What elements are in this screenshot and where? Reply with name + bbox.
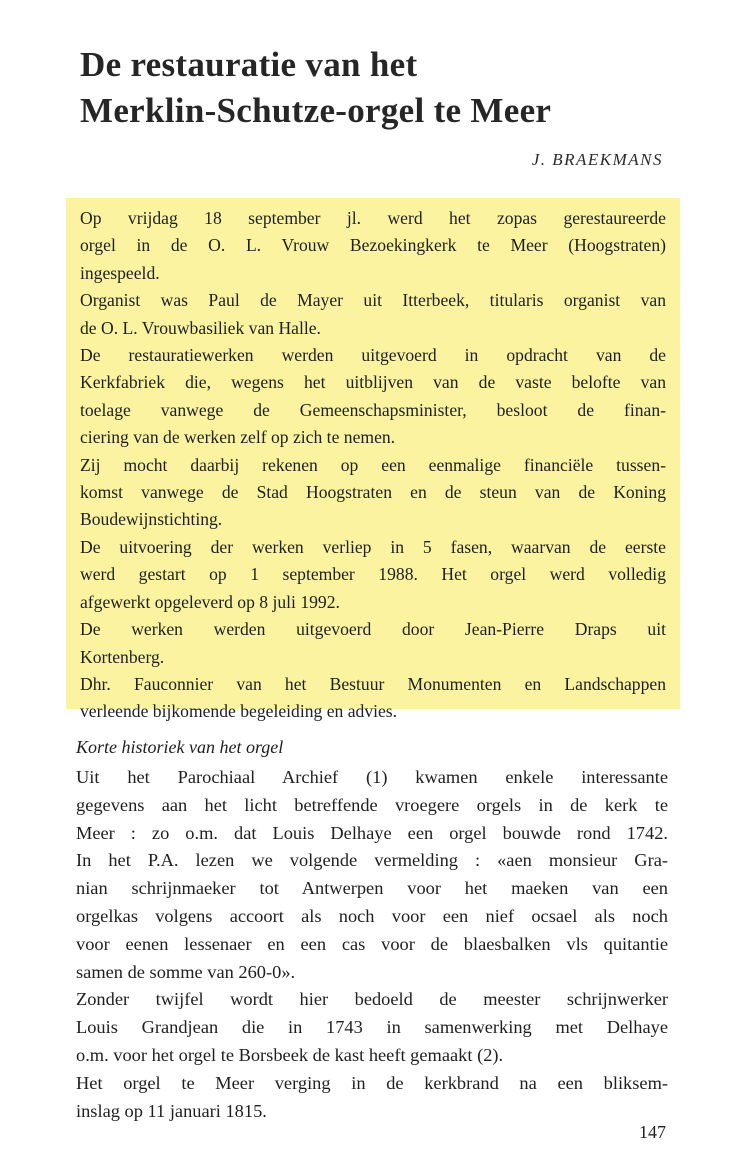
- text-line: Meer : zo o.m. dat Louis Delhaye een orgel bouwde rond 1742.: [76, 822, 668, 843]
- text-line: De restauratiewerken werden uitgevoerd in opdracht van de: [80, 345, 666, 366]
- text-line: Boudewijnstichting.: [80, 509, 223, 530]
- text-line: werd gestart op 1 september 1988. Het orgel werd volledig: [80, 564, 666, 585]
- text-line: nian schrijnmaeker tot Antwerpen voor het maeken van een: [76, 878, 668, 899]
- title-line-1: De restauratie van het: [80, 45, 418, 84]
- text-line: gegevens aan het licht betreffende vroegere orgels in de kerk te: [76, 794, 668, 815]
- section-heading: Korte historiek van het orgel: [76, 737, 284, 757]
- page-number: 147: [639, 1122, 666, 1142]
- text-line: de O. L. Vrouwbasiliek van Halle.: [80, 317, 321, 338]
- text-line: De werken werden uitgevoerd door Jean-Pierre Draps uit: [80, 619, 666, 640]
- text-line: ciering van de werken zelf op zich te nemen.: [80, 427, 396, 448]
- text-line: Dhr. Fauconnier van het Bestuur Monumenten en Landschappen: [80, 673, 666, 694]
- text-line: komst vanwege de Stad Hoogstraten en de steun van de Koning: [80, 482, 666, 503]
- text-line: Op vrijdag 18 september jl. werd het zopas gerestaureerde: [80, 208, 666, 228]
- article-title: [80, 42, 700, 134]
- section-body-text: [76, 764, 668, 1125]
- text-line: orgelkas volgens accoort als noch voor een nief ocsael als noch: [76, 905, 668, 926]
- text-line: ingespeeld.: [80, 262, 160, 283]
- text-line: verleende bijkomende begeleiding en advies.: [80, 701, 398, 722]
- text-line: toelage vanwege de Gemeenschapsminister, besloot de finan-: [80, 399, 666, 420]
- text-line: Zonder twijfel wordt hier bedoeld de meester schrijnwerker: [76, 989, 668, 1010]
- text-line: Organist was Paul de Mayer uit Itterbeek, titularis organist van: [80, 290, 666, 311]
- text-line: Uit het Parochiaal Archief (1) kwamen enkele interessante: [76, 767, 668, 787]
- text-line: Het orgel te Meer verging in de kerkbrand na een bliksem-: [76, 1072, 668, 1093]
- text-line: samen de somme van 260-0».: [76, 961, 296, 982]
- text-line: Kerkfabriek die, wegens het uitblijven van de vaste belofte van: [80, 372, 666, 393]
- history-section: [76, 735, 668, 1125]
- text-line: orgel in de O. L. Vrouw Bezoekingkerk te Meer (Hoogstraten): [80, 235, 666, 256]
- title-line-2: Merklin-Schutze-orgel te Meer: [80, 91, 552, 130]
- highlighted-intro-paragraphs: [66, 198, 680, 722]
- text-line: Kortenberg.: [80, 646, 165, 667]
- text-line: voor eenen lessenaer en een cas voor de blaesbalken vls quitantie: [76, 933, 668, 954]
- text-line: inslag op 11 januari 1815.: [76, 1100, 267, 1121]
- text-line: o.m. voor het orgel te Borsbeek de kast heeft gemaakt (2).: [76, 1044, 504, 1065]
- text-line: De uitvoering der werken verliep in 5 fasen, waarvan de eerste: [80, 536, 666, 557]
- text-line: Louis Grandjean die in 1743 in samenwerking met Delhaye: [76, 1017, 668, 1038]
- text-line: afgewerkt opgeleverd op 8 juli 1992.: [80, 591, 340, 612]
- author-byline: J. BRAEKMANS: [531, 150, 663, 169]
- text-line: In het P.A. lezen we volgende vermelding : «aen monsieur Gra-: [76, 850, 668, 871]
- text-line: Zij mocht daarbij rekenen op een eenmalige financiële tussen-: [80, 454, 666, 475]
